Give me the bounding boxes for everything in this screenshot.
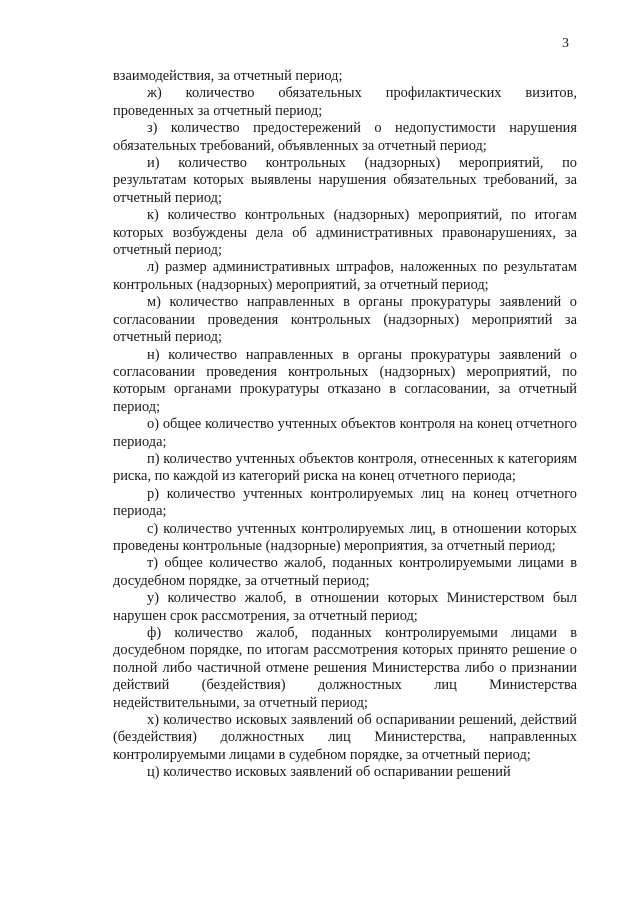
page-number: 3	[562, 36, 569, 51]
list-item-z: з) количество предостережений о недопустимости нарушения обязательных требований, объявленных за отчетный период;	[113, 120, 577, 154]
list-item-f: ф) количество жалоб, поданных контролируемыми лицами в досудебном порядке, по итогам рассмотрения которых принято решение о полной либо частичной отмене решения Министерства либо о признании действий (бездействия) должностных лиц Министерства недействительными, за отчетный период;	[113, 625, 577, 711]
list-item-m: м) количество направленных в органы прокуратуры заявлений о согласовании проведения контрольных (надзорных) мероприятий за отчетный период;	[113, 294, 577, 346]
list-item-l: л) размер административных штрафов, наложенных по результатам контрольных (надзорных) мероприятий, за отчетный период;	[113, 259, 577, 293]
list-item-k: к) количество контрольных (надзорных) мероприятий, по итогам которых возбуждены дела об административных правонарушениях, за отчетный период;	[113, 207, 577, 259]
list-item-s: с) количество учтенных контролируемых лиц, в отношении которых проведены контрольные (надзорные) мероприятия, за отчетный период;	[113, 520, 577, 554]
list-item-r: р) количество учтенных контролируемых лиц на конец отчетного периода;	[113, 485, 577, 520]
list-item-t: т) общее количество жалоб, поданных контролируемыми лицами в досудебном порядке, за отчетный период;	[113, 555, 577, 589]
list-item-o: о) общее количество учтенных объектов контроля на конец отчетного периода;	[113, 416, 577, 450]
list-item-ts: ц) количество исковых заявлений об оспаривании решений	[147, 764, 511, 781]
paragraph-continuation: взаимодействия, за отчетный период;	[113, 68, 343, 84]
list-item-n: н) количество направленных в органы прокуратуры заявлений о согласовании проведения контрольных (надзорных) мероприятий, по которым органами прокуратуры отказано в согласовании, за отчетный период;	[113, 346, 577, 415]
document-body	[113, 68, 577, 782]
list-item-kh: х) количество исковых заявлений об оспаривании решений, действий (бездействия) должностных лиц Министерства, направленных контролируемыми лицами в судебном порядке, за отчетный период;	[113, 712, 577, 763]
list-item-zh: ж) количество обязательных профилактических визитов, проведенных за отчетный период;	[113, 85, 577, 119]
list-item-p: п) количество учтенных объектов контроля, отнесенных к категориям риска, по каждой из категорий риска на конец отчетного периода;	[113, 450, 577, 485]
list-item-i: и) количество контрольных (надзорных) мероприятий, по результатам которых выявлены нарушения обязательных требований, за отчетный период;	[113, 155, 577, 206]
list-item-u: у) количество жалоб, в отношении которых Министерством был нарушен срок рассмотрения, за отчетный период;	[113, 590, 577, 624]
